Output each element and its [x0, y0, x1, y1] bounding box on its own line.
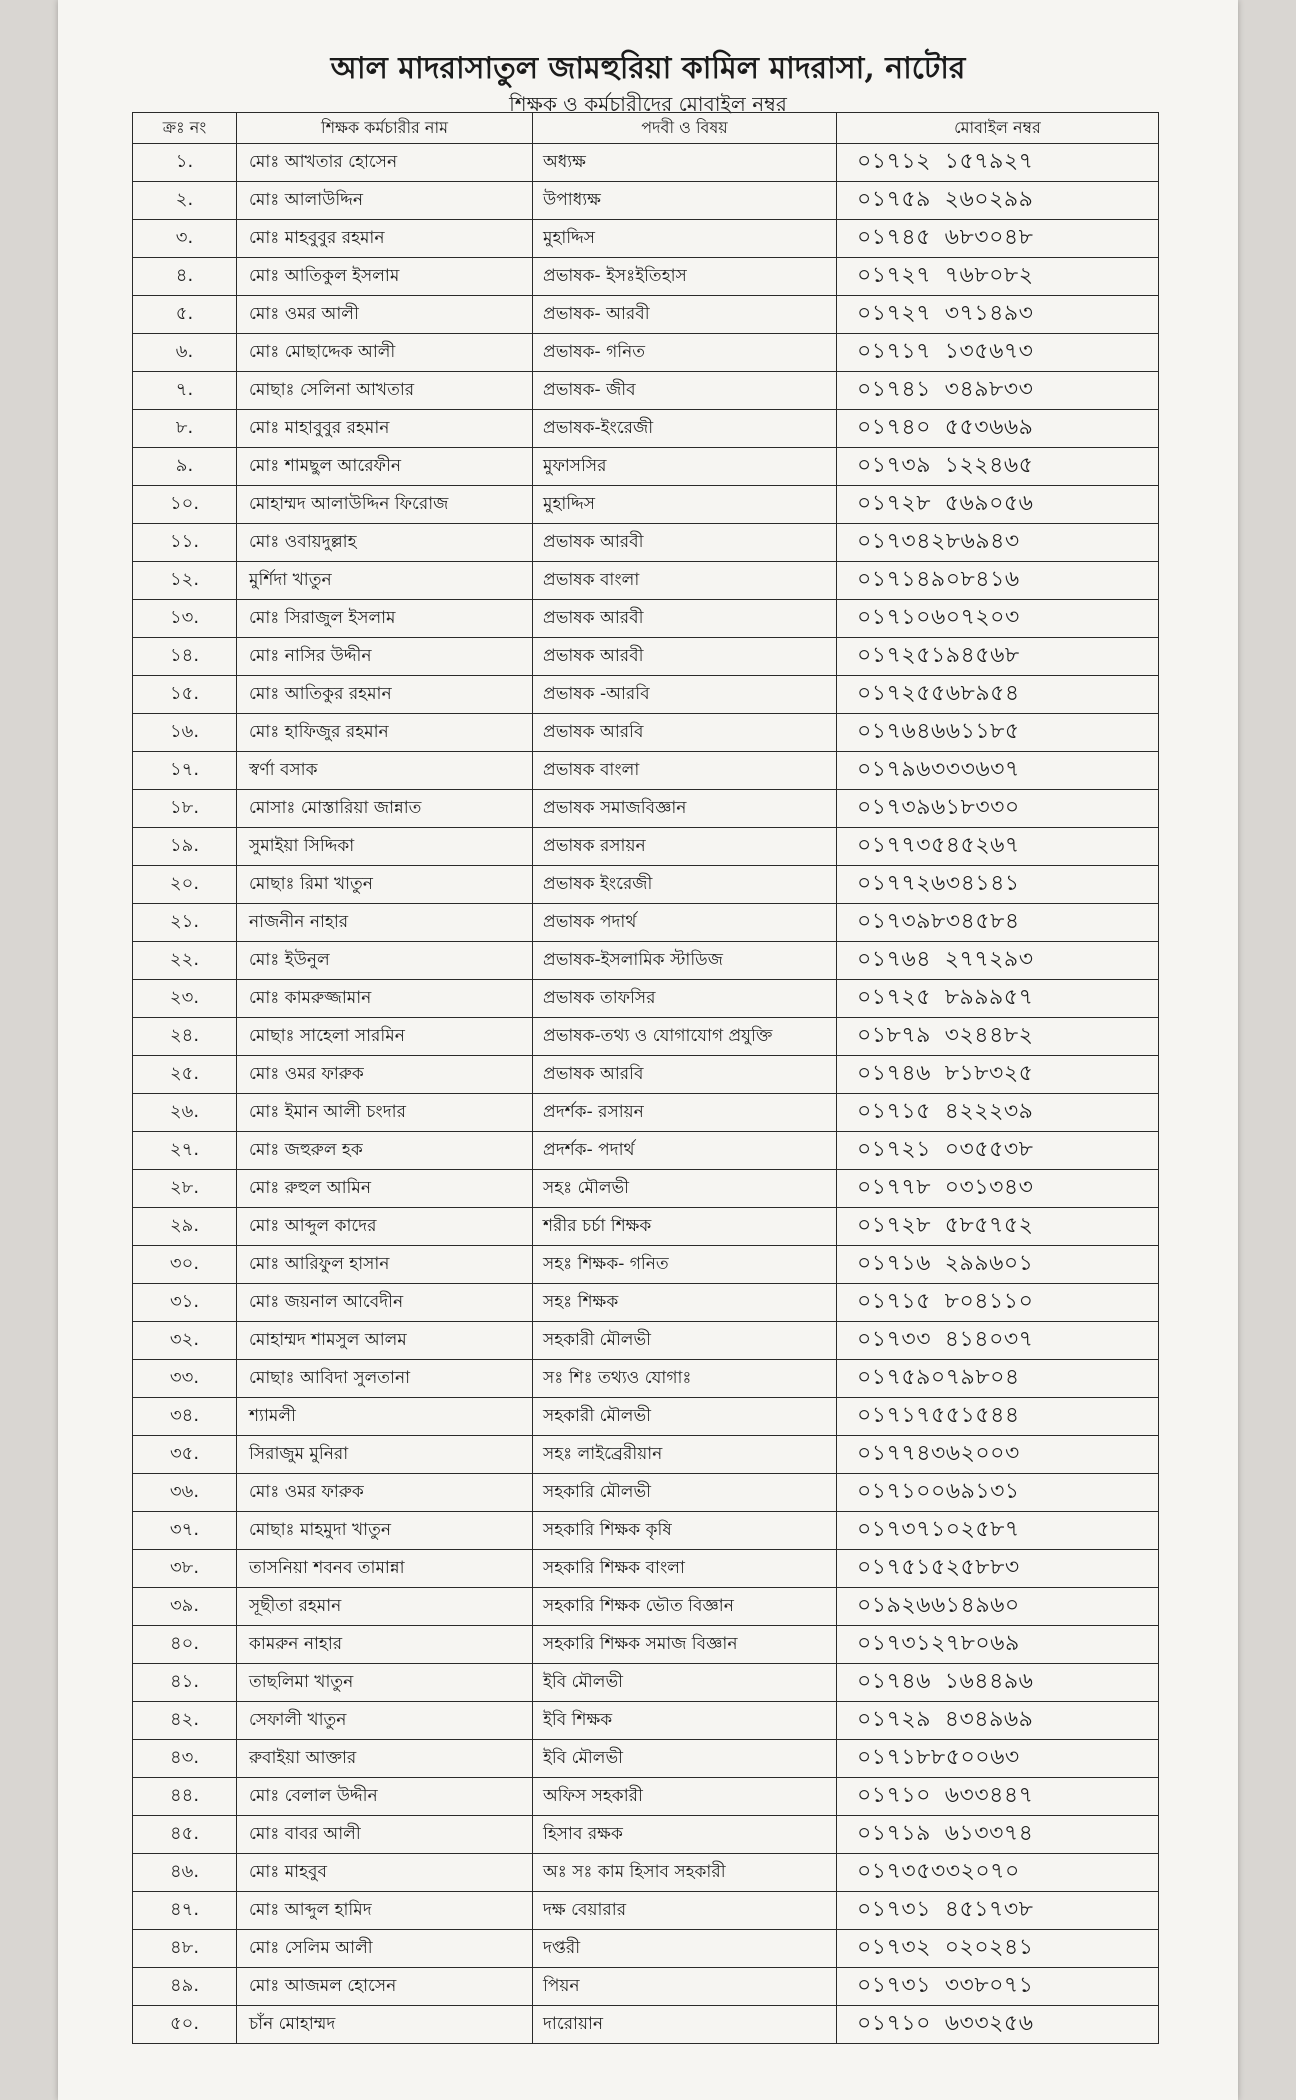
designation-cell: সহকারি মৌলভী: [533, 1474, 837, 1512]
table-row: [133, 1588, 1159, 1626]
designation-cell: সহকারি শিক্ষক বাংলা: [533, 1550, 837, 1588]
table-row: [133, 1018, 1159, 1056]
designation-cell: প্রভাষক আরবী: [533, 600, 837, 638]
serial-cell: ৫০.: [133, 2006, 237, 2044]
mobile-cell: ০১৭৪৫ ৬৮৩০৪৮: [837, 220, 1159, 258]
designation-cell: প্রভাষক- গনিত: [533, 334, 837, 372]
table-row: [133, 182, 1159, 220]
document-subtitle: শিক্ষক ও কর্মচারীদের মোবাইল নম্বর: [509, 92, 787, 116]
mobile-cell: ০১৭১০ ৬৩৩৪৪৭: [837, 1778, 1159, 1816]
table-row: [133, 790, 1159, 828]
serial-cell: ৪২.: [133, 1702, 237, 1740]
mobile-cell: ০১৭১৪৯০৮৪১৬: [837, 562, 1159, 600]
name-cell: মোঃ রুহুল আমিন: [237, 1170, 533, 1208]
designation-cell: সহঃ মৌলভী: [533, 1170, 837, 1208]
name-cell: মোঃ আরিফুল হাসান: [237, 1246, 533, 1284]
name-cell: মোঃ বেলাল উদ্দীন: [237, 1778, 533, 1816]
mobile-cell: ০১৭১০৬০৭২০৩: [837, 600, 1159, 638]
table-row: [133, 334, 1159, 372]
column-header-name: শিক্ষক কর্মচারীর নাম: [237, 113, 533, 144]
mobile-cell: ০১৭৩১ ৩৩৮০৭১: [837, 1968, 1159, 2006]
mobile-cell: ০১৭৪০ ৫৫৩৬৬৯: [837, 410, 1159, 448]
mobile-cell: ০১৭১০০৬৯১৩১: [837, 1474, 1159, 1512]
mobile-cell: ০১৭৪৬ ১৬৪৪৯৬: [837, 1664, 1159, 1702]
table-header-row: [133, 113, 1159, 144]
serial-cell: ২৩.: [133, 980, 237, 1018]
table-row: [133, 1284, 1159, 1322]
table-row: [133, 486, 1159, 524]
name-cell: সিরাজুম মুনিরা: [237, 1436, 533, 1474]
serial-cell: ১৭.: [133, 752, 237, 790]
serial-cell: ৪১.: [133, 1664, 237, 1702]
name-cell: মোঃ শামছুল আরেফীন: [237, 448, 533, 486]
serial-cell: ৩৯.: [133, 1588, 237, 1626]
designation-cell: প্রভাষক- আরবী: [533, 296, 837, 334]
name-cell: মোহাম্মদ শামসুল আলম: [237, 1322, 533, 1360]
name-cell: মোসাঃ মোস্তারিয়া জান্নাত: [237, 790, 533, 828]
name-cell: মোঃ হাফিজুর রহমান: [237, 714, 533, 752]
designation-cell: সহকারী মৌলভী: [533, 1322, 837, 1360]
designation-cell: হিসাব রক্ষক: [533, 1816, 837, 1854]
serial-cell: ২৫.: [133, 1056, 237, 1094]
table-row: [133, 1550, 1159, 1588]
mobile-cell: ০১৭২৮ ৫৮৫৭৫২: [837, 1208, 1159, 1246]
serial-cell: ৫.: [133, 296, 237, 334]
table-row: [133, 2006, 1159, 2044]
serial-cell: ২৭.: [133, 1132, 237, 1170]
mobile-cell: ০১৭৭৩৫৪৫২৬৭: [837, 828, 1159, 866]
table-row: [133, 714, 1159, 752]
table-row: [133, 144, 1159, 182]
mobile-cell: ০১৭২৫ ৮৯৯৯৫৭: [837, 980, 1159, 1018]
table-row: [133, 980, 1159, 1018]
serial-cell: ৩০.: [133, 1246, 237, 1284]
table-row: [133, 866, 1159, 904]
name-cell: মোঃ ইউনুল: [237, 942, 533, 980]
serial-cell: ১৬.: [133, 714, 237, 752]
serial-cell: ৪.: [133, 258, 237, 296]
designation-cell: শরীর চর্চা শিক্ষক: [533, 1208, 837, 1246]
serial-cell: ৯.: [133, 448, 237, 486]
designation-cell: অফিস সহকারী: [533, 1778, 837, 1816]
serial-cell: ২০.: [133, 866, 237, 904]
column-header-mobile: মোবাইল নম্বর: [837, 113, 1159, 144]
serial-cell: ৪৭.: [133, 1892, 237, 1930]
column-header-designation: পদবী ও বিষয়: [533, 113, 837, 144]
mobile-cell: ০১৭৩৭১০২৫৮৭: [837, 1512, 1159, 1550]
table-row: [133, 1436, 1159, 1474]
designation-cell: প্রভাষক -আরবি: [533, 676, 837, 714]
designation-cell: প্রভাষক আরবী: [533, 524, 837, 562]
table-row: [133, 1360, 1159, 1398]
table-row: [133, 1816, 1159, 1854]
serial-cell: ৩৪.: [133, 1398, 237, 1436]
mobile-cell: ০১৭৪১ ৩৪৯৮৩৩: [837, 372, 1159, 410]
name-cell: মোঃ বাবর আলী: [237, 1816, 533, 1854]
serial-cell: ১৪.: [133, 638, 237, 676]
name-cell: মুর্শিদা খাতুন: [237, 562, 533, 600]
name-cell: মোঃ আব্দুল হামিদ: [237, 1892, 533, 1930]
mobile-cell: ০১৭৩২ ০২০২৪১: [837, 1930, 1159, 1968]
serial-cell: ৩.: [133, 220, 237, 258]
mobile-cell: ০১৭২৮ ৫৬৯০৫৬: [837, 486, 1159, 524]
name-cell: মোঃ ওমর ফারুক: [237, 1056, 533, 1094]
mobile-cell: ০১৭৪৬ ৮১৮৩২৫: [837, 1056, 1159, 1094]
mobile-cell: ০১৭৯৬৩৩৩৬৩৭: [837, 752, 1159, 790]
mobile-cell: ০১৭১৯ ৬১৩৩৭৪: [837, 1816, 1159, 1854]
name-cell: স্বর্ণা বসাক: [237, 752, 533, 790]
mobile-cell: ০১৮৭৯ ৩২৪৪৮২: [837, 1018, 1159, 1056]
designation-cell: সঃ শিঃ তথ্যও যোগাঃ: [533, 1360, 837, 1398]
name-cell: মোঃ জহুরুল হক: [237, 1132, 533, 1170]
designation-cell: প্রভাষক-তথ্য ও যোগাযোগ প্রযুক্তি: [533, 1018, 837, 1056]
name-cell: মোঃ কামরুজ্জামান: [237, 980, 533, 1018]
mobile-cell: ০১৭৩১২৭৮০৬৯: [837, 1626, 1159, 1664]
name-cell: সেফালী খাতুন: [237, 1702, 533, 1740]
table-body: [133, 144, 1159, 2044]
table-row: [133, 1322, 1159, 1360]
designation-cell: প্রভাষক তাফসির: [533, 980, 837, 1018]
designation-cell: প্রভাষক সমাজবিজ্ঞান: [533, 790, 837, 828]
table-row: [133, 1132, 1159, 1170]
name-cell: মোহাম্মদ আলাউদ্দিন ফিরোজ: [237, 486, 533, 524]
name-cell: মোঃ ওমর ফারুক: [237, 1474, 533, 1512]
designation-cell: সহঃ লাইব্রেরীয়ান: [533, 1436, 837, 1474]
mobile-cell: ০১৭৩১ ৪৫১৭৩৮: [837, 1892, 1159, 1930]
table-row: [133, 828, 1159, 866]
designation-cell: ইবি মৌলভী: [533, 1740, 837, 1778]
table-row: [133, 904, 1159, 942]
table-row: [133, 942, 1159, 980]
table-row: [133, 1398, 1159, 1436]
designation-cell: প্রভাষক ইংরেজী: [533, 866, 837, 904]
mobile-cell: ০১৭৭৪৩৬২০০৩: [837, 1436, 1159, 1474]
serial-cell: ৪৬.: [133, 1854, 237, 1892]
name-cell: মোঃ মাহবুব: [237, 1854, 533, 1892]
serial-cell: ১০.: [133, 486, 237, 524]
designation-cell: দপ্তরী: [533, 1930, 837, 1968]
mobile-cell: ০১৭৩৪২৮৬৯৪৩: [837, 524, 1159, 562]
mobile-cell: ০১৭৬৪৬৬১১৮৫: [837, 714, 1159, 752]
document-page: [58, 0, 1238, 2100]
serial-cell: ৩৮.: [133, 1550, 237, 1588]
serial-cell: ২৪.: [133, 1018, 237, 1056]
name-cell: মোঃ আতিকুর রহমান: [237, 676, 533, 714]
serial-cell: ৭.: [133, 372, 237, 410]
serial-cell: ২.: [133, 182, 237, 220]
name-cell: নাজনীন নাহার: [237, 904, 533, 942]
mobile-cell: ০১৭৭৮ ০৩১৩৪৩: [837, 1170, 1159, 1208]
table-row: [133, 258, 1159, 296]
mobile-cell: ০১৭২৫৫৬৮৯৫৪: [837, 676, 1159, 714]
table-row: [133, 638, 1159, 676]
table-row: [133, 296, 1159, 334]
serial-cell: ৩৬.: [133, 1474, 237, 1512]
mobile-cell: ০১৭৭২৬৩৪১৪১: [837, 866, 1159, 904]
serial-cell: ৪৩.: [133, 1740, 237, 1778]
designation-cell: প্রভাষক রসায়ন: [533, 828, 837, 866]
designation-cell: সহকারী মৌলভী: [533, 1398, 837, 1436]
serial-cell: ৩৩.: [133, 1360, 237, 1398]
designation-cell: প্রভাষক-ইসলামিক স্টাডিজ: [533, 942, 837, 980]
designation-cell: ইবি শিক্ষক: [533, 1702, 837, 1740]
serial-cell: ৪৪.: [133, 1778, 237, 1816]
serial-cell: ১২.: [133, 562, 237, 600]
table-row: [133, 1854, 1159, 1892]
designation-cell: সহঃ শিক্ষক- গনিত: [533, 1246, 837, 1284]
table-row: [133, 1930, 1159, 1968]
serial-cell: ১.: [133, 144, 237, 182]
designation-cell: প্রভাষক- ইসঃইতিহাস: [533, 258, 837, 296]
mobile-cell: ০১৭১৫ ৮০৪১১০: [837, 1284, 1159, 1322]
designation-cell: পিয়ন: [533, 1968, 837, 2006]
table-row: [133, 1626, 1159, 1664]
designation-cell: মুহাদ্দিস: [533, 486, 837, 524]
designation-cell: অঃ সঃ কাম হিসাব সহকারী: [533, 1854, 837, 1892]
table-row: [133, 1208, 1159, 1246]
table-row: [133, 1094, 1159, 1132]
name-cell: মোছাঃ মাহমুদা খাতুন: [237, 1512, 533, 1550]
name-cell: মোছাঃ রিমা খাতুন: [237, 866, 533, 904]
mobile-cell: ০১৯২৬৬১৪৯৬০: [837, 1588, 1159, 1626]
designation-cell: দারোয়ান: [533, 2006, 837, 2044]
table-row: [133, 1778, 1159, 1816]
name-cell: মোঃ ওমর আলী: [237, 296, 533, 334]
table-row: [133, 372, 1159, 410]
name-cell: সূছীতা রহমান: [237, 1588, 533, 1626]
serial-cell: ৪৮.: [133, 1930, 237, 1968]
table-row: [133, 1512, 1159, 1550]
name-cell: মোঃ আলাউদ্দিন: [237, 182, 533, 220]
table-row: [133, 1170, 1159, 1208]
mobile-cell: ০১৭৫৯ ২৬০২৯৯: [837, 182, 1159, 220]
name-cell: চাঁন মোহাম্মদ: [237, 2006, 533, 2044]
designation-cell: সহঃ শিক্ষক: [533, 1284, 837, 1322]
mobile-cell: ০১৭৩৯ ১২২৪৬৫: [837, 448, 1159, 486]
table-row: [133, 410, 1159, 448]
mobile-cell: ০১৭৩৩ ৪১৪০৩৭: [837, 1322, 1159, 1360]
name-cell: মোঃ আব্দুল কাদের: [237, 1208, 533, 1246]
mobile-cell: ০১৭১৭ ১৩৫৬৭৩: [837, 334, 1159, 372]
mobile-cell: ০১৭৫১৫২৫৮৮৩: [837, 1550, 1159, 1588]
name-cell: শ্যামলী: [237, 1398, 533, 1436]
serial-cell: ২৮.: [133, 1170, 237, 1208]
serial-cell: ৪০.: [133, 1626, 237, 1664]
designation-cell: উপাধ্যক্ষ: [533, 182, 837, 220]
mobile-cell: ০১৭২৭ ৩৭১৪৯৩: [837, 296, 1159, 334]
name-cell: তাসনিয়া শবনব তামান্না: [237, 1550, 533, 1588]
table-row: [133, 524, 1159, 562]
serial-cell: ১৯.: [133, 828, 237, 866]
table-row: [133, 562, 1159, 600]
designation-cell: প্রভাষক আরবি: [533, 714, 837, 752]
designation-cell: প্রভাষক- জীব: [533, 372, 837, 410]
designation-cell: প্রভাষক আরবী: [533, 638, 837, 676]
mobile-cell: ০১৭১০ ৬৩৩২৫৬: [837, 2006, 1159, 2044]
name-cell: মোঃ ইমান আলী চংদার: [237, 1094, 533, 1132]
table-row: [133, 220, 1159, 258]
serial-cell: ৩১.: [133, 1284, 237, 1322]
mobile-cell: ০১৭২৭ ৭৬৮০৮২: [837, 258, 1159, 296]
designation-cell: প্রদর্শক- পদার্থ: [533, 1132, 837, 1170]
table-row: [133, 752, 1159, 790]
designation-cell: প্রভাষক বাংলা: [533, 752, 837, 790]
mobile-cell: ০১৭৩৯৮৩৪৫৮৪: [837, 904, 1159, 942]
designation-cell: ইবি মৌলভী: [533, 1664, 837, 1702]
mobile-cell: ০১৭৩৫৩৩২০৭০: [837, 1854, 1159, 1892]
mobile-cell: ০১৭১৭৫৫১৫৪৪: [837, 1398, 1159, 1436]
serial-cell: ৪৫.: [133, 1816, 237, 1854]
designation-cell: প্রভাষক-ইংরেজী: [533, 410, 837, 448]
name-cell: রুবাইয়া আক্তার: [237, 1740, 533, 1778]
mobile-cell: ০১৭২৯ ৪৩৪৯৬৯: [837, 1702, 1159, 1740]
mobile-cell: ০১৭১৮৮৫০০৬৩: [837, 1740, 1159, 1778]
table-row: [133, 448, 1159, 486]
mobile-cell: ০১৭২৫১৯৪৫৬৮: [837, 638, 1159, 676]
table-row: [133, 600, 1159, 638]
table-row: [133, 1702, 1159, 1740]
table-row: [133, 1056, 1159, 1094]
name-cell: সুমাইয়া সিদ্দিকা: [237, 828, 533, 866]
designation-cell: সহকারি শিক্ষক সমাজ বিজ্ঞান: [533, 1626, 837, 1664]
mobile-cell: ০১৭১২ ১৫৭৯২৭: [837, 144, 1159, 182]
serial-cell: ৩২.: [133, 1322, 237, 1360]
staff-table: [132, 112, 1159, 2044]
name-cell: মোঃ নাসির উদ্দীন: [237, 638, 533, 676]
name-cell: মোঃ মাহাবুবুর রহমান: [237, 410, 533, 448]
table-row: [133, 1664, 1159, 1702]
serial-cell: ৬.: [133, 334, 237, 372]
designation-cell: মুফাসসির: [533, 448, 837, 486]
serial-cell: ২১.: [133, 904, 237, 942]
name-cell: মোছাঃ সেলিনা আখতার: [237, 372, 533, 410]
name-cell: মোঃ মোছাদ্দেক আলী: [237, 334, 533, 372]
designation-cell: প্রভাষক পদার্থ: [533, 904, 837, 942]
table-row: [133, 1968, 1159, 2006]
designation-cell: প্রভাষক বাংলা: [533, 562, 837, 600]
serial-cell: ২৬.: [133, 1094, 237, 1132]
designation-cell: দক্ষ বেয়ারার: [533, 1892, 837, 1930]
table-row: [133, 1246, 1159, 1284]
mobile-cell: ০১৭৬৪ ২৭৭২৯৩: [837, 942, 1159, 980]
serial-cell: ৮.: [133, 410, 237, 448]
designation-cell: মুহাদ্দিস: [533, 220, 837, 258]
designation-cell: প্রদর্শক- রসায়ন: [533, 1094, 837, 1132]
name-cell: মোঃ আজমল হোসেন: [237, 1968, 533, 2006]
mobile-cell: ০১৭১৫ ৪২২২৩৯: [837, 1094, 1159, 1132]
table-row: [133, 1740, 1159, 1778]
designation-cell: অধ্যক্ষ: [533, 144, 837, 182]
name-cell: মোছাঃ সাহেলা সারমিন: [237, 1018, 533, 1056]
designation-cell: প্রভাষক আরবি: [533, 1056, 837, 1094]
column-header-serial: ক্রঃ নং: [133, 113, 237, 144]
name-cell: মোঃ আখতার হোসেন: [237, 144, 533, 182]
document-title: আল মাদরাসাতুল জামহুরিয়া কামিল মাদরাসা, নাটোর: [330, 51, 966, 86]
name-cell: মোঃ আতিকুল ইসলাম: [237, 258, 533, 296]
name-cell: তাছলিমা খাতুন: [237, 1664, 533, 1702]
serial-cell: ২৯.: [133, 1208, 237, 1246]
name-cell: মোঃ সিরাজুল ইসলাম: [237, 600, 533, 638]
table-row: [133, 676, 1159, 714]
serial-cell: ৪৯.: [133, 1968, 237, 2006]
serial-cell: ১১.: [133, 524, 237, 562]
serial-cell: ৩৭.: [133, 1512, 237, 1550]
mobile-cell: ০১৭৩৯৬১৮৩৩০: [837, 790, 1159, 828]
mobile-cell: ০১৭৫৯০৭৯৮০৪: [837, 1360, 1159, 1398]
name-cell: কামরুন নাহার: [237, 1626, 533, 1664]
designation-cell: সহকারি শিক্ষক কৃষি: [533, 1512, 837, 1550]
name-cell: মোছাঃ আবিদা সুলতানা: [237, 1360, 533, 1398]
serial-cell: ১৫.: [133, 676, 237, 714]
table-row: [133, 1892, 1159, 1930]
designation-cell: সহকারি শিক্ষক ভৌত বিজ্ঞান: [533, 1588, 837, 1626]
name-cell: মোঃ জয়নাল আবেদীন: [237, 1284, 533, 1322]
mobile-cell: ০১৭১৬ ২৯৯৬০১: [837, 1246, 1159, 1284]
name-cell: মোঃ সেলিম আলী: [237, 1930, 533, 1968]
mobile-cell: ০১৭২১ ০৩৫৫৩৮: [837, 1132, 1159, 1170]
serial-cell: ২২.: [133, 942, 237, 980]
name-cell: মোঃ ওবায়দুল্লাহ: [237, 524, 533, 562]
table-row: [133, 1474, 1159, 1512]
serial-cell: ১৩.: [133, 600, 237, 638]
serial-cell: ১৮.: [133, 790, 237, 828]
serial-cell: ৩৫.: [133, 1436, 237, 1474]
name-cell: মোঃ মাহবুবুর রহমান: [237, 220, 533, 258]
